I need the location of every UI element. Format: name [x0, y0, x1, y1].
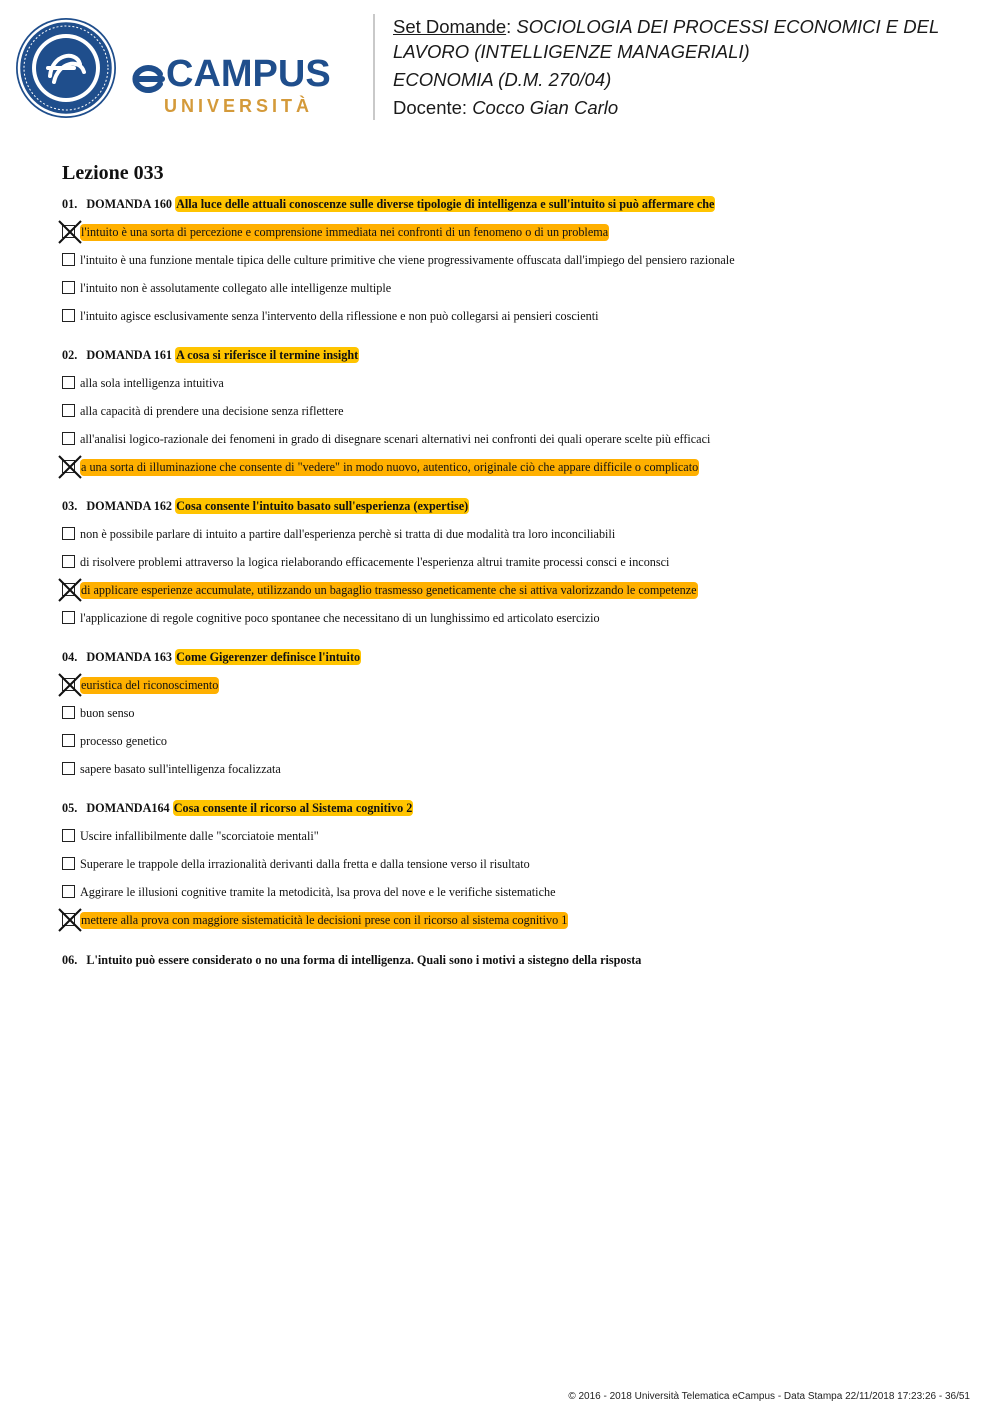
page-footer: © 2016 - 2018 Università Telematica eCampus - Data Stampa 22/11/2018 17:23:26 - 36/51 — [568, 1391, 970, 1402]
lesson-title: Lezione 033 — [62, 162, 164, 184]
question-text: Come Gigerenzer definisce l'intuito — [176, 650, 361, 664]
answer-text: l'intuito è una sorta di percezione e comprensione immediata nei confronti di un fenomeno o di un problema — [81, 225, 609, 239]
answer-text: alla capacità di prendere una decisione senza riflettere — [80, 404, 344, 418]
answer-text: Superare le trappole della irrazionalità derivanti dalla fretta e dalla tensione verso il risultato — [80, 857, 530, 871]
docente-row — [393, 95, 983, 120]
answer-text: l'intuito agisce esclusivamente senza l'intervento della riflessione e non può collegarsi ai pensieri coscienti — [80, 309, 599, 323]
question-text: Cosa consente il ricorso al Sistema cognitivo 2 — [173, 801, 413, 815]
answer-checkbox[interactable] — [62, 829, 75, 842]
question-3 — [62, 499, 469, 514]
answer-text: alla sola intelligenza intuitiva — [80, 376, 224, 390]
answer-checkbox[interactable] — [62, 555, 75, 568]
selected-cross-icon — [58, 908, 82, 932]
set-line — [393, 14, 983, 39]
answer-text: processo genetico — [80, 734, 167, 748]
selected-cross-icon — [58, 220, 82, 244]
selected-cross-icon — [58, 673, 82, 697]
answer-checkbox[interactable] — [62, 309, 75, 322]
logo-subtitle: UNIVERSITÀ — [164, 96, 314, 116]
answer-text: l'intuito non è assolutamente collegato alle intelligenze multiple — [80, 281, 392, 295]
answer-checkbox[interactable] — [62, 857, 75, 870]
set-label: Set Domande — [393, 16, 507, 37]
course-title-line1: SOCIOLOGIA DEI PROCESSI ECONOMICI E DEL — [516, 16, 940, 37]
answer-text: l'intuito è una funzione mentale tipica delle culture primitive che viene progressivamente offuscata dall'impiego del pensiero razionale — [80, 253, 735, 267]
answer-checkbox[interactable] — [62, 885, 75, 898]
answer-text: a una sorta di illuminazione che consente di "vedere" in modo nuovo, autentico, originale ciò che appare difficile o complicato — [81, 460, 699, 474]
question-number: 02. DOMANDA 161 — [62, 348, 173, 362]
question-text: A cosa si riferisce il termine insight — [176, 348, 359, 362]
answer-checkbox[interactable] — [62, 376, 75, 389]
answer-text: euristica del riconoscimento — [81, 678, 219, 692]
question-5 — [62, 801, 413, 816]
question-2 — [62, 348, 359, 363]
answer-text: all'analisi logico-razionale dei fenomeni in grado di disegnare scenari alternativi nei confronti dei quali operare scelte più efficaci — [80, 432, 711, 446]
ecampus-wordmark — [132, 46, 362, 116]
answer-text: mettere alla prova con maggiore sistematicità le decisioni prese con il ricorso al sistema cognitivo 1 — [81, 913, 568, 927]
course-name: ECONOMIA (D.M. 270/04) — [393, 69, 612, 90]
question-number: 03. DOMANDA 162 — [62, 499, 173, 513]
answer-checkbox[interactable] — [62, 762, 75, 775]
question-text: Alla luce delle attuali conoscenze sulle diverse tipologie di intelligenza e sull'intuito si può affermare che — [176, 197, 715, 211]
docente-label: Docente: — [393, 97, 468, 118]
ecampus-logo — [14, 16, 359, 120]
question-number: 04. DOMANDA 163 — [62, 650, 173, 664]
answer-text: l'applicazione di regole cognitive poco spontanee che necessitano di un lunghissimo ed articolato esercizio — [80, 611, 600, 625]
question-text: Cosa consente l'intuito basato sull'esperienza (expertise) — [176, 499, 469, 513]
course-title-line2: LAVORO (INTELLIGENZE MANAGERIALI) — [393, 41, 750, 62]
answer-text: non è possibile parlare di intuito a partire dall'esperienza perchè si tratta di due modalità tra loro inconciliabili — [80, 527, 616, 541]
header-divider — [373, 14, 375, 120]
question-number: 05. DOMANDA164 — [62, 801, 170, 815]
course-header — [393, 14, 983, 120]
question-4 — [62, 650, 361, 665]
docente-name: Cocco Gian Carlo — [472, 97, 619, 118]
answer-checkbox[interactable] — [62, 253, 75, 266]
question-6 — [62, 953, 641, 968]
answer-text: buon senso — [80, 706, 135, 720]
ecampus-seal-icon — [14, 16, 118, 120]
question-number: 01. DOMANDA 160 — [62, 197, 173, 211]
answer-text: di applicare esperienze accumulate, utilizzando un bagaglio trasmesso geneticamente che si attiva valorizzando le competenze — [81, 583, 697, 597]
course-title-line2-row — [393, 39, 983, 64]
logo-wordmark-text: CAMPUS — [166, 53, 331, 95]
answer-text: Aggirare le illusioni cognitive tramite la metodicità, lsa prova del nove e le verifiche sistematiche — [80, 885, 556, 899]
answer-checkbox[interactable] — [62, 527, 75, 540]
answer-checkbox[interactable] — [62, 432, 75, 445]
course-name-row — [393, 67, 983, 92]
answer-checkbox[interactable] — [62, 706, 75, 719]
answer-checkbox[interactable] — [62, 404, 75, 417]
selected-cross-icon — [58, 455, 82, 479]
question-1 — [62, 197, 715, 212]
question-number: 06. L'intuito può essere considerato o no una forma di intelligenza. Quali sono i motivi a sistegno della risposta — [62, 953, 642, 967]
answer-checkbox[interactable] — [62, 281, 75, 294]
selected-cross-icon — [58, 578, 82, 602]
answer-checkbox[interactable] — [62, 611, 75, 624]
answer-text: di risolvere problemi attraverso la logica rielaborando efficacemente l'esperienza altrui tramite processi consci e inconsci — [80, 555, 670, 569]
set-separator: : — [506, 16, 512, 37]
answer-checkbox[interactable] — [62, 734, 75, 747]
answer-text: Uscire infallibilmente dalle "scorciatoie mentali" — [80, 829, 319, 843]
answer-text: sapere basato sull'intelligenza focalizzata — [80, 762, 281, 776]
